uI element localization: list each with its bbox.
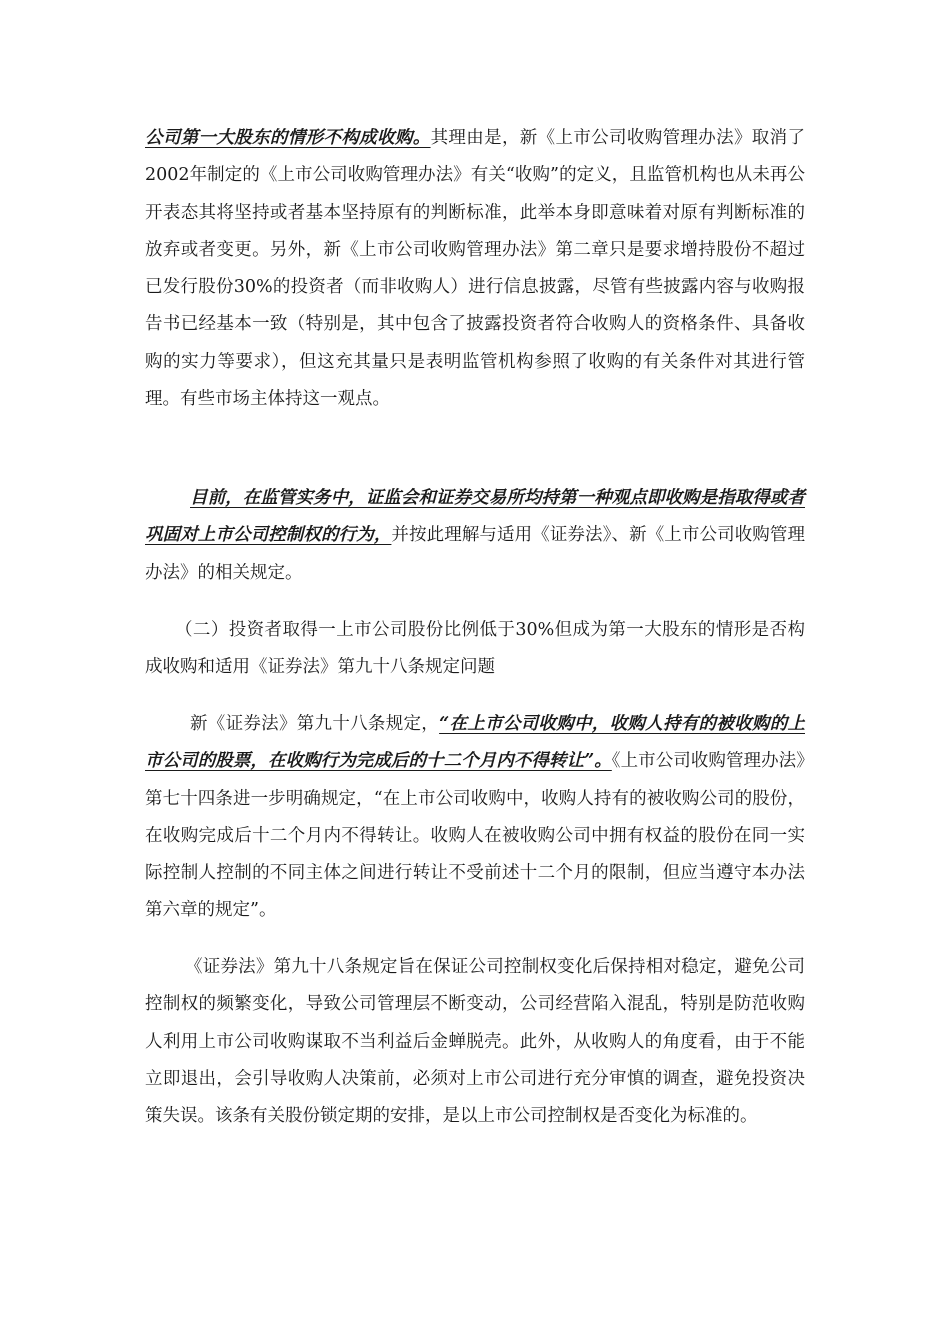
emphasis-conclusion: 公司第一大股东的情形不构成收购。: [145, 128, 431, 148]
paragraph-1: [145, 120, 805, 418]
paragraph-2: [145, 480, 805, 592]
paragraph-4-lead: 新《证券法》第九十八条规定，: [190, 714, 440, 734]
section-heading-text: （二）投资者取得一上市公司股份比例低于30%但成为第一大股东的情形是否构成收购和适用《证券法》第九十八条规定问题: [145, 620, 805, 678]
paragraph-4-text: 《上市公司收购管理办法》第七十四条进一步明确规定，“在上市公司收购中，收购人持有的被收购公司的股份，在收购完成后十二个月内不得转让。收购人在被收购公司中拥有权益的股份在同一实际控制人控制的不同主体之间进行转让不受前述十二个月的限制，但应当遵守本办法第六章的规定”。: [145, 751, 805, 921]
section-heading-2: [145, 612, 805, 687]
paragraph-4: [145, 706, 805, 930]
paragraph-1-text: 其理由是，新《上市公司收购管理办法》取消了2002年制定的《上市公司收购管理办法》有关“收购”的定义，且监管机构也从未再公开表态其将坚持或者基本坚持原有的判断标准，此举本身即意味着对原有判断标准的放弃或者变更。另外，新《上市公司收购管理办法》第二章只是要求增持股份不超过已发行股份30%的投资者（而非收购人）进行信息披露，尽管有些披露内容与收购报告书已经基本一致（特别是，其中包含了披露投资者符合收购人的资格条件、具备收购的实力等要求），但这充其量只是表明监管机构参照了收购的有关条件对其进行管理。有些市场主体持这一观点。: [145, 128, 806, 410]
emphasis-regulatory-practice: 目前，在监管实务中，证监会和证券交易所均持第一种观点即收购是指取得或者巩固对上市公司控制权的行为，: [145, 488, 805, 546]
paragraph-5-text: 《证券法》第九十八条规定旨在保证公司控制权变化后保持相对稳定，避免公司控制权的频繁变化，导致公司管理层不断变动，公司经营陷入混乱，特别是防范收购人利用上市公司收购谋取不当利益后金蝉脱壳。此外，从收购人的角度看，由于不能立即退出，会引导收购人决策前，必须对上市公司进行充分审慎的调查，避免投资决策失误。该条有关股份锁定期的安排，是以上市公司控制权是否变化为标准的。: [145, 957, 805, 1127]
paragraph-2-text: 并按此理解与适用《证券法》、新《上市公司收购管理办法》的相关规定。: [145, 525, 806, 583]
emphasis-article-98-quote: “在上市公司收购中，收购人持有的被收购的上市公司的股票，在收购行为完成后的十二个月内不得转让”。: [145, 714, 805, 772]
paragraph-5: [145, 949, 805, 1135]
